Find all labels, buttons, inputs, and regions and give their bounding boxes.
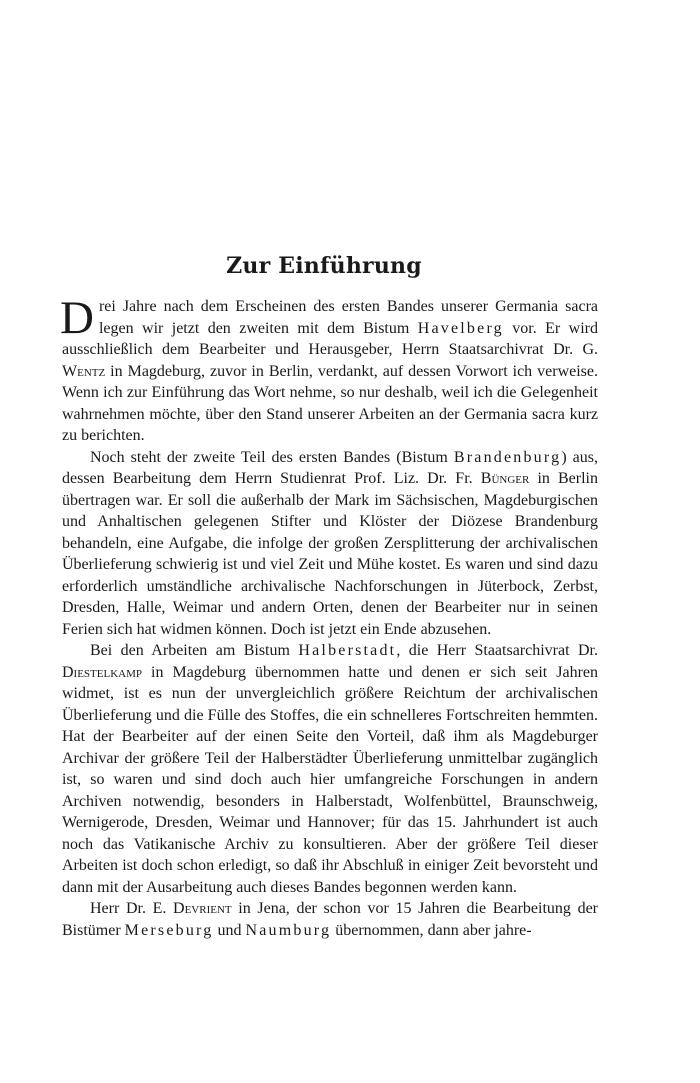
paragraph-text: Bei den Arbeiten am Bistum: [90, 642, 299, 659]
spaced-name-halberstadt: Halberstadt: [298, 642, 397, 659]
paragraph-text: in Magdeburg, zuvor in Berlin, verdankt, auf dessen Vorwort ich verweise. Wenn ich zur Einführung das Wort nehme, so nur deshalb, weil ich die Gelegenheit wahrnehmen möchte, über den Stand unserer Arbeiten an der Germania sacra kurz zu berichten.: [62, 362, 598, 444]
paragraph-text: in Berlin übertragen war. Er soll die außerhalb der Mark im Sächsischen, Magdeburgischen und Anhaltischen gelegenen Stifter und Klöster der Diözese Brandenburg behandeln, eine Aufgabe, die infolge der großen Zersplitterung der archivalischen Überlieferung schwierig ist und viel Zeit und Mühe kostet. Es waren und sind dazu erforderlich umständliche archivalische Nachforschungen in Jüterbock, Zerbst, Dresden, Halle, Weimar und andern Orten, denen der Bearbeiter nur in seinen Ferien sich hat widmen können. Doch ist jetzt ein Ende abzusehen.: [62, 470, 599, 638]
author-name-wentz: Wentz: [62, 362, 106, 380]
paragraph-text: vor. Er wird ausschließlich dem Bearbeiter und Herausgeber, Herrn Staatsarchivrat Dr. G.: [62, 319, 599, 358]
drop-cap: D: [60, 292, 94, 344]
paragraph-4: [62, 898, 598, 941]
paragraph-1: [60, 292, 599, 447]
author-name-devrient: Devrient: [173, 900, 232, 917]
paragraph-text: in Magdeburg übernommen hatte und denen er sich seit Jahren widmet, ist es nun der unvergleichlich größere Reichtum der archivalischen Überlieferung und die Fülle des Stoffes, die ein schnelleres Fortschreiten hemmten. Hat der Bearbeiter auf der einen Seite den Vorteil, daß ihm als Magdeburger Archivar der größere Teil der Halberstädter Überlieferung unmittelbar zugänglich ist, so waren und sind doch auch hier umfangreiche Forschungen in andern Archiven notwendig, besonders in Halberstadt, Wolfenbüttel, Braunschweig, Wernigerode, Dresden, Weimar und Hannover; für das 15. Jahrhundert ist auch noch das Vatikanische Archiv zu konsultieren. Aber der größere Teil dieser Arbeiten ist doch schon erledigt, so daß ihr Abschluß in einiger Zeit bevorsteht und dann mit der Ausarbeitung auch dieses Bandes begonnen werden kann.: [62, 663, 598, 896]
spaced-name-havelberg: Havelberg: [417, 319, 504, 337]
paragraph-text: übernommen, dann aber jahre-: [331, 921, 532, 939]
paragraph-text: , die Herr Staatsarchivrat Dr.: [396, 642, 598, 659]
paragraph-text: Noch steht der zweite Teil des ersten Bandes (Bistum: [90, 448, 454, 466]
spaced-name-naumburg: Naumburg: [245, 921, 332, 939]
paragraph-3: [62, 640, 598, 898]
paragraph-text: ) aus, dessen Bearbeitung dem Herrn Studienrat Prof. Liz. Dr. Fr.: [62, 448, 599, 487]
author-name-diestelkamp: Diestelkamp: [62, 663, 142, 681]
paragraph-text: rei Jahre nach dem Erscheinen des ersten Bandes unserer Germania sacra legen wir jetzt den zweiten mit dem Bistum: [98, 298, 598, 337]
paragraph-text: Herr Dr. E.: [90, 900, 174, 917]
paragraph-text: in Jena, der schon vor 15 Jahren die Bearbeitung der Bistümer: [62, 900, 598, 939]
paragraph-2: [62, 447, 598, 641]
spaced-name-brandenburg: Brandenburg: [453, 448, 562, 466]
paragraph-text: und: [213, 921, 246, 939]
body-text: [60, 292, 599, 941]
spaced-name-merseburg: Merseburg: [124, 921, 214, 939]
author-name-buenger: Bünger: [480, 470, 530, 487]
page-title: Zur Einführung: [226, 252, 422, 279]
